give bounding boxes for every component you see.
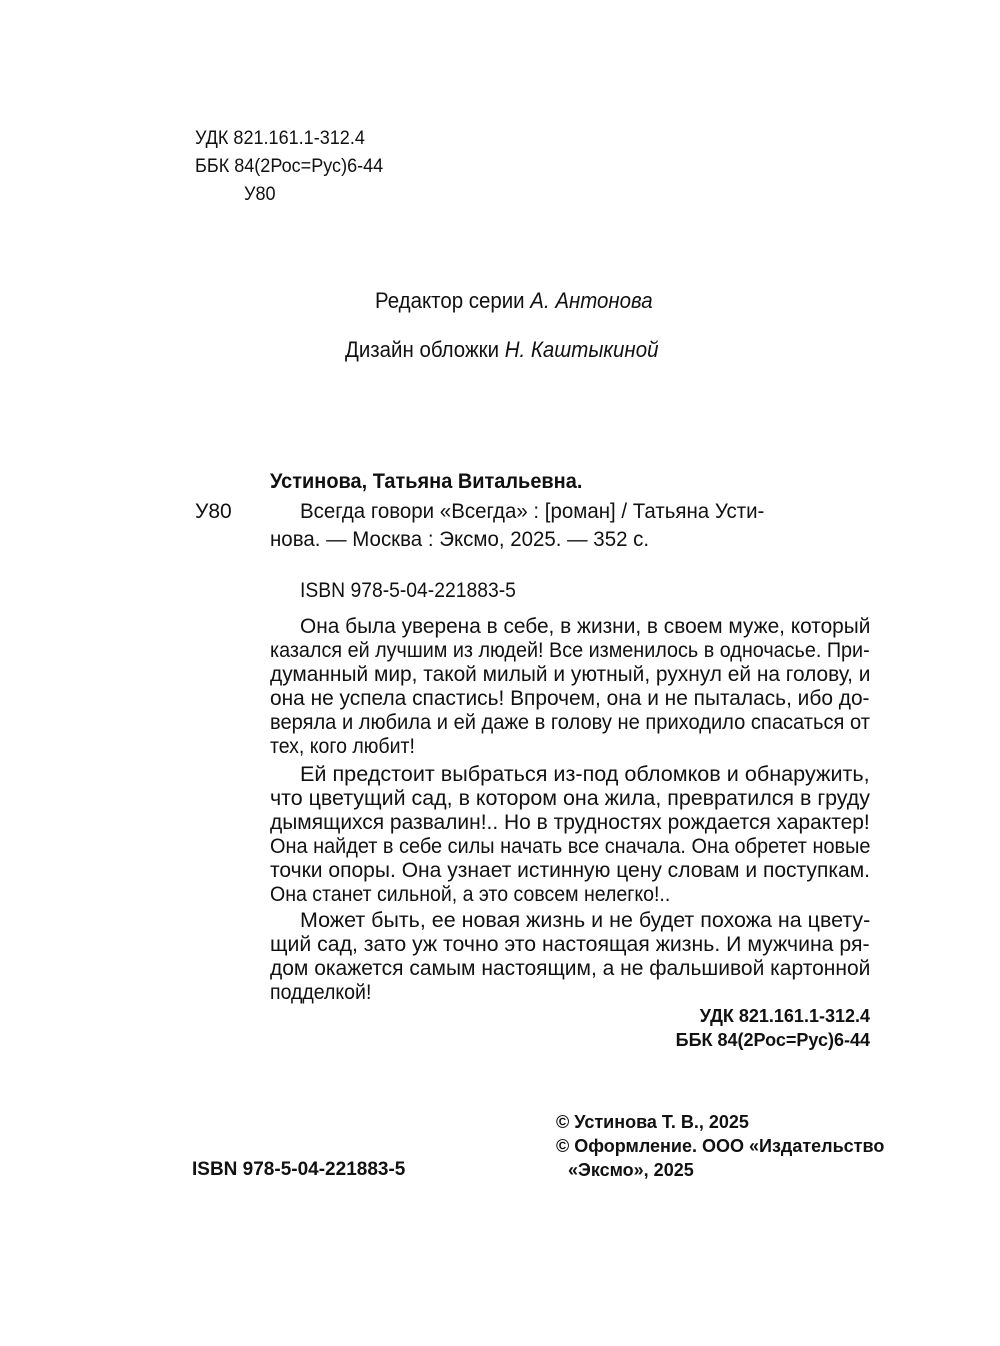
isbn-bottom: ISBN 978-5-04-221883-5 — [192, 1159, 406, 1180]
series-editor-label: Редактор серии — [375, 288, 525, 313]
annotation-line: она не успела спастись! Впрочем, она и не пыталась, ибо до- — [270, 687, 870, 710]
annotation-line: Ей предстоит выбраться из-под обломков и обнаружить, — [300, 763, 870, 786]
annotation-line: дымящихся развалин!.. Но в трудностях рождается характер! — [270, 811, 870, 834]
bbk-bottom: ББК 84(2Рос=Рус)6-44 — [675, 1030, 870, 1050]
copyright-author: © Устинова Т. В., 2025 — [556, 1112, 749, 1132]
annotation-line: Она станет сильной, а это совсем нелегко!.. — [270, 883, 671, 906]
catalog-title-line-1: Всегда говори «Всегда» : [роман] / Татьяна Усти- — [300, 500, 765, 523]
udk-top: УДК 821.161.1-312.4 — [195, 128, 365, 149]
annotation-line: думанный мир, такой милый и уютный, рухнул ей на голову, и — [270, 663, 871, 686]
series-editor — [375, 285, 653, 317]
catalog-title-line-2: нова. — Москва : Эксмо, 2025. — 352 с. — [270, 528, 650, 551]
bbk-top: ББК 84(2Рос=Рус)6-44 — [195, 156, 384, 177]
series-editor-name: А. Антонова — [530, 288, 653, 313]
catalog-code: У80 — [195, 500, 232, 523]
author-code-top: У80 — [244, 184, 276, 205]
catalog-author: Устинова, Татьяна Витальевна. — [270, 470, 583, 493]
copyright-publisher: «Эксмо», 2025 — [568, 1160, 694, 1180]
cover-designer — [345, 334, 658, 366]
annotation-line: щий сад, зато уж точно это настоящая жизнь. И мужчина ря- — [270, 933, 870, 956]
annotation-line: Она была уверена в себе, в жизни, в своем муже, который — [300, 615, 871, 638]
annotation-line: казался ей лучшим из людей! Все изменилось в одночасье. При- — [270, 639, 870, 662]
catalog-isbn: ISBN 978-5-04-221883-5 — [300, 579, 516, 602]
annotation-line: Может быть, ее новая жизнь и не будет похожа на цвету- — [300, 909, 871, 932]
annotation-line: Она найдет в себе силы начать все сначала. Она обретет новые — [270, 835, 871, 858]
udk-bottom: УДК 821.161.1-312.4 — [699, 1006, 870, 1026]
annotation-line: точки опоры. Она узнает истинную цену словам и поступкам. — [270, 859, 871, 882]
annotation-line: веряла и любила и ей даже в голову не приходило спасаться от — [270, 711, 870, 734]
annotation-line: тех, кого любит! — [270, 735, 415, 758]
annotation-line: дом окажется самым настоящим, а не фальшивой картонной — [270, 957, 871, 980]
annotation-line: что цветущий сад, в котором она жила, превратился в груду — [270, 787, 871, 810]
cover-designer-name: Н. Каштыкиной — [504, 337, 659, 362]
annotation-line: подделкой! — [270, 981, 372, 1004]
cover-designer-label: Дизайн обложки — [345, 337, 500, 362]
copyright-design: © Оформление. ООО «Издательство — [556, 1136, 885, 1156]
